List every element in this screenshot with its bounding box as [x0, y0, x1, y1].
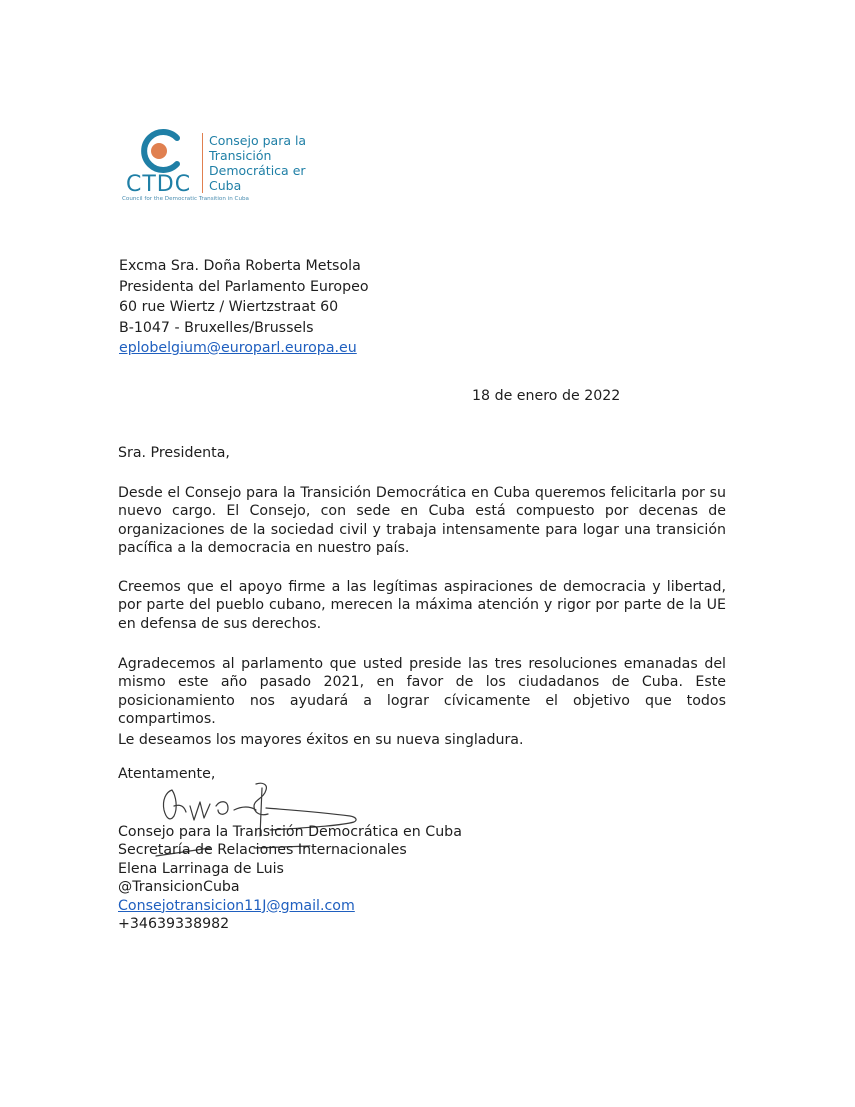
- sender-phone: +34639338982: [118, 916, 230, 933]
- recipient-address: [119, 256, 369, 359]
- body-paragraph: Agradecemos al parlamento que usted preside las tres resoluciones emanadas del mismo este año pasado 2021, en favor de los ciudadanos de Cuba. Este posicionamiento nos ayudará a lograr cívicamente el objetivo que todos compartimos.: [118, 656, 726, 728]
- sender-handle: @TransicionCuba: [118, 879, 240, 896]
- letter-date: 18 de enero de 2022: [472, 388, 621, 404]
- body-paragraph: Creemos que el apoyo firme a las legítimas aspiraciones de democracia y libertad, por parte del pueblo cubano, merecen la máxima atención y rigor por parte de la UE en defensa de sus derechos.: [118, 579, 726, 632]
- recipient-line: Excma Sra. Doña Roberta Metsola: [119, 258, 361, 274]
- sender-name: Elena Larrinaga de Luis: [118, 860, 284, 877]
- recipient-line: B-1047 - Bruxelles/Brussels: [119, 319, 314, 336]
- logo-subtitle: Council for the Democratic Transition in Cuba: [122, 196, 249, 202]
- ctdc-logo-icon: [137, 128, 185, 174]
- recipient-line: 60 rue Wiertz / Wiertzstraat 60: [119, 299, 339, 315]
- logo-name-line: Consejo para la: [209, 133, 307, 148]
- logo-name-line: Democrática er: [209, 163, 306, 178]
- signature-block: [118, 823, 462, 933]
- logo-name-line: Transición: [209, 148, 272, 163]
- logo-divider: [202, 133, 203, 193]
- body-paragraph: Desde el Consejo para la Transición Democrática en Cuba queremos felicitarla por su nuevo cargo. El Consejo, con sede en Cuba está compuesto por decenas de organizaciones de la sociedad civil y trabaja intensamente para logar una transición pacífica a la democracia en nuestro país.: [118, 485, 726, 557]
- logo-name-line: Cuba: [209, 178, 242, 193]
- sender-department: Secretaría de Relaciones Internacionales: [118, 842, 407, 859]
- logo-organization-name: [209, 133, 319, 193]
- logo-abbreviation: CTDC: [126, 172, 192, 197]
- sender-email-link[interactable]: Consejotransicion11J@gmail.com: [118, 897, 355, 914]
- closing: Atentamente,: [118, 766, 216, 782]
- sender-organization: Consejo para la Transición Democrática en Cuba: [118, 824, 462, 840]
- body-paragraph: Le deseamos los mayores éxitos en su nueva singladura.: [118, 732, 524, 748]
- salutation: Sra. Presidenta,: [118, 445, 230, 461]
- recipient-line: Presidenta del Parlamento Europeo: [119, 278, 369, 295]
- recipient-email-link[interactable]: eplobelgium@europarl.europa.eu: [119, 340, 357, 356]
